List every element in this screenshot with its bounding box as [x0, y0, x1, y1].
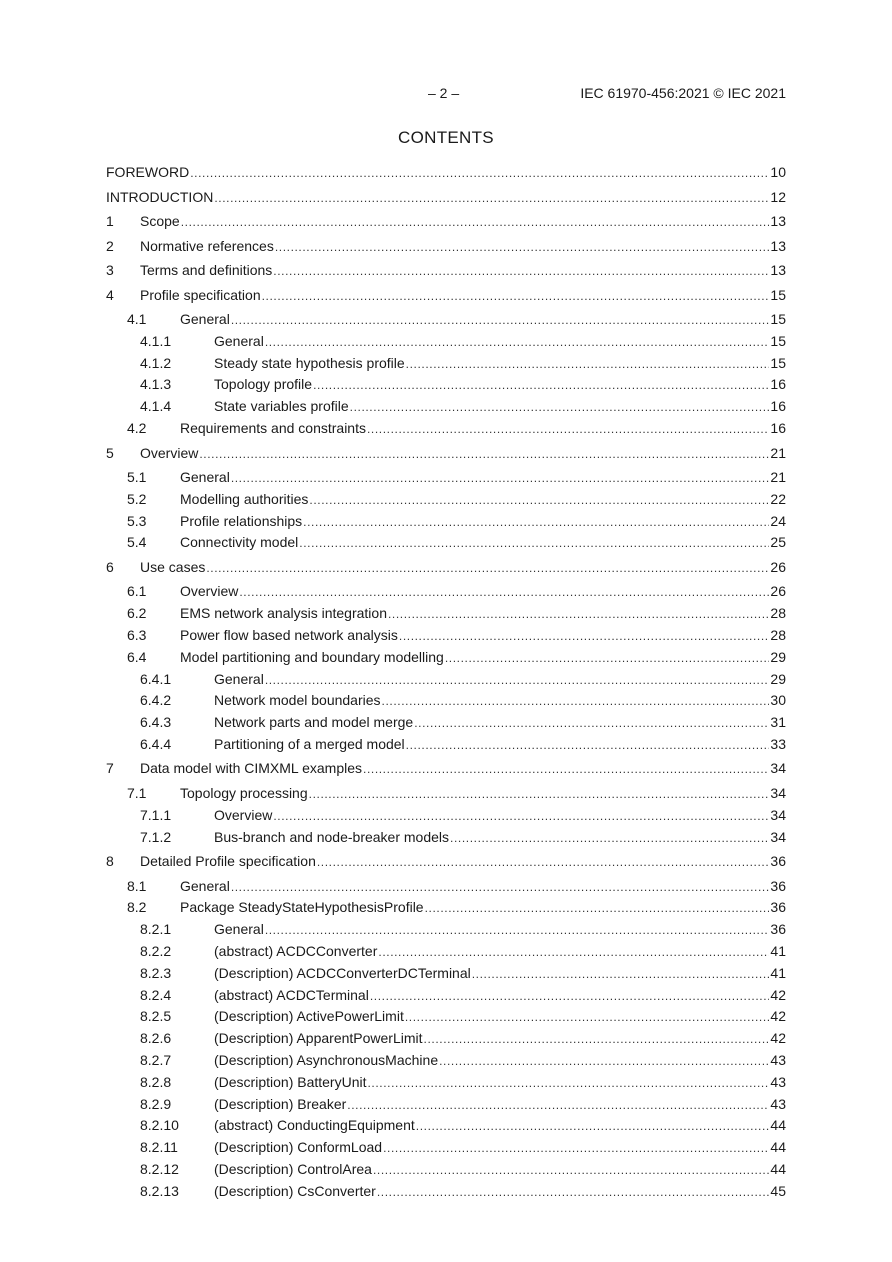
- toc-entry-number: 6.4: [127, 649, 147, 665]
- toc-entry-number: 4.2: [127, 420, 147, 436]
- toc-entry-page: 43: [770, 1096, 786, 1112]
- toc-entry-title: State variables profile: [214, 398, 349, 414]
- toc-entry-number: 8.2.1: [140, 921, 172, 937]
- toc-entry[interactable]: [0, 1182, 892, 1200]
- document-identifier: IEC 61970-456:2021 © IEC 2021: [580, 85, 786, 101]
- toc-entry-title: Requirements and constraints: [180, 420, 366, 436]
- toc-entry-number: 6.3: [127, 627, 147, 643]
- toc-entry[interactable]: [0, 212, 892, 230]
- toc-entry-number: 4.1.4: [140, 398, 172, 414]
- toc-entry[interactable]: [0, 1095, 892, 1113]
- toc-entry-number: 8.2.7: [140, 1052, 172, 1068]
- toc-entry-title: Overview: [140, 445, 199, 461]
- toc-entry-number: 8.2.4: [140, 987, 172, 1003]
- toc-entry[interactable]: [0, 852, 892, 870]
- toc-entry[interactable]: [0, 512, 892, 530]
- toc-entry-title: Overview: [214, 807, 273, 823]
- toc-entry-page: 41: [770, 965, 786, 981]
- toc-entry-page: 36: [770, 878, 786, 894]
- dot-leader: [382, 692, 770, 710]
- toc-entry-page: 36: [770, 853, 786, 869]
- toc-entry[interactable]: [0, 582, 892, 600]
- toc-entry[interactable]: [0, 964, 892, 982]
- toc-entry-title: Terms and definitions: [140, 262, 273, 278]
- toc-entry-title: (Description) BatteryUnit: [214, 1074, 367, 1090]
- toc-entry[interactable]: [0, 490, 892, 508]
- toc-entry-title: (abstract) ConductingEquipment: [214, 1117, 415, 1133]
- toc-entry-page: 16: [770, 398, 786, 414]
- toc-entry-title: Power flow based network analysis: [180, 627, 398, 643]
- toc-entry[interactable]: [0, 1073, 892, 1091]
- toc-entry[interactable]: [0, 332, 892, 350]
- page-number: – 2 –: [428, 85, 460, 101]
- toc-entry-title: Model partitioning and boundary modelling: [180, 649, 444, 665]
- dot-leader: [368, 1074, 770, 1092]
- toc-entry-page: 28: [770, 605, 786, 621]
- toc-entry-page: 42: [770, 1030, 786, 1046]
- toc-entry[interactable]: [0, 1029, 892, 1047]
- toc-entry-number: 5.3: [127, 513, 147, 529]
- dot-leader: [265, 671, 770, 689]
- toc-entry-number: 8.2.3: [140, 965, 172, 981]
- toc-entry-page: 34: [770, 807, 786, 823]
- toc-entry-page: 44: [770, 1161, 786, 1177]
- toc-entry-title: General: [214, 921, 264, 937]
- toc-entry[interactable]: [0, 920, 892, 938]
- toc-entry-number: 5: [106, 445, 114, 461]
- dot-leader: [214, 189, 769, 207]
- toc-entry-number: 2: [106, 238, 114, 254]
- toc-entry-page: 15: [770, 311, 786, 327]
- toc-entry-number: 4.1.3: [140, 376, 172, 392]
- toc-entry-number: 8.2.13: [140, 1183, 179, 1199]
- toc-entry-title: Overview: [180, 583, 239, 599]
- toc-entry-title: INTRODUCTION: [106, 189, 214, 205]
- dot-leader: [273, 262, 769, 280]
- toc-entry-page: 28: [770, 627, 786, 643]
- toc-entry-page: 21: [770, 469, 786, 485]
- toc-entry-title: Profile relationships: [180, 513, 303, 529]
- contents-heading: CONTENTS: [398, 128, 494, 147]
- dot-leader: [199, 445, 769, 463]
- toc-entry-title: Use cases: [140, 559, 206, 575]
- toc-entry-number: 8.2.9: [140, 1096, 172, 1112]
- toc-entry-page: 34: [770, 760, 786, 776]
- dot-leader: [206, 559, 769, 577]
- toc-entry[interactable]: [0, 828, 892, 846]
- toc-entry-title: Network parts and model merge: [214, 714, 414, 730]
- toc-entry-number: 7.1.2: [140, 829, 172, 845]
- toc-entry[interactable]: [0, 1007, 892, 1025]
- dot-leader: [231, 311, 770, 329]
- toc-entry[interactable]: [0, 558, 892, 576]
- dot-leader: [313, 376, 769, 394]
- toc-entry-number: 7.1: [127, 785, 147, 801]
- dot-leader: [414, 714, 769, 732]
- toc-entry-title: (Description) ApparentPowerLimit: [214, 1030, 423, 1046]
- toc-entry-number: 7.1.1: [140, 807, 172, 823]
- dot-leader: [190, 164, 769, 182]
- toc-entry[interactable]: [0, 237, 892, 255]
- toc-entry-page: 22: [770, 491, 786, 507]
- dot-leader: [439, 1052, 769, 1070]
- toc-entry-page: 26: [770, 559, 786, 575]
- toc-entry-title: General: [214, 333, 264, 349]
- toc-entry-page: 30: [770, 692, 786, 708]
- toc-entry-page: 43: [770, 1074, 786, 1090]
- toc-entry[interactable]: [0, 877, 892, 895]
- dot-leader: [416, 1117, 770, 1135]
- dot-leader: [309, 491, 769, 509]
- toc-entry-title: General: [180, 311, 230, 327]
- toc-entry-title: (Description) ActivePowerLimit: [214, 1008, 404, 1024]
- toc-entry-number: 4.1: [127, 311, 147, 327]
- toc-entry-number: 1: [106, 213, 114, 229]
- toc-entry-title: (abstract) ACDCTerminal: [214, 987, 369, 1003]
- dot-leader: [406, 736, 770, 754]
- toc-entry[interactable]: [0, 713, 892, 731]
- toc-entry[interactable]: [0, 397, 892, 415]
- dot-leader: [239, 583, 769, 601]
- toc-entry[interactable]: [0, 310, 892, 328]
- dot-leader: [265, 921, 770, 939]
- dot-leader: [363, 760, 769, 778]
- toc-entry[interactable]: [0, 354, 892, 372]
- toc-entry[interactable]: [0, 604, 892, 622]
- toc-entry-title: General: [180, 878, 230, 894]
- dot-leader: [265, 333, 770, 351]
- toc-entry-page: 16: [770, 376, 786, 392]
- toc-entry[interactable]: [0, 648, 892, 666]
- toc-entry-page: 21: [770, 445, 786, 461]
- toc-entry-number: 8.2.10: [140, 1117, 179, 1133]
- dot-leader: [378, 943, 769, 961]
- toc-entry-number: 7: [106, 760, 114, 776]
- toc-entry[interactable]: [0, 1160, 892, 1178]
- dot-leader: [399, 627, 770, 645]
- toc-entry-page: 15: [770, 355, 786, 371]
- toc-entry-number: 8.2.5: [140, 1008, 172, 1024]
- toc-entry-number: 8.2.6: [140, 1030, 172, 1046]
- toc-entry-title: Scope: [140, 213, 180, 229]
- toc-entry-number: 5.4: [127, 534, 147, 550]
- toc-entry-page: 10: [770, 164, 786, 180]
- dot-leader: [231, 469, 770, 487]
- toc-entry-page: 42: [770, 987, 786, 1003]
- dot-leader: [405, 1008, 770, 1026]
- dot-leader: [383, 1139, 769, 1157]
- dot-leader: [299, 534, 769, 552]
- toc-entry-page: 41: [770, 943, 786, 959]
- toc-entry[interactable]: [0, 691, 892, 709]
- dot-leader: [445, 649, 770, 667]
- toc-entry-title: Detailed Profile specification: [140, 853, 316, 869]
- toc-entry[interactable]: [0, 468, 892, 486]
- toc-entry-number: 6.4.1: [140, 671, 172, 687]
- toc-entry-title: Network model boundaries: [214, 692, 381, 708]
- toc-entry-title: (Description) AsynchronousMachine: [214, 1052, 439, 1068]
- dot-leader: [181, 213, 770, 231]
- toc-entry[interactable]: [0, 163, 892, 181]
- toc-entry-number: 3: [106, 262, 114, 278]
- toc-entry[interactable]: [0, 898, 892, 916]
- toc-entry-title: Profile specification: [140, 287, 261, 303]
- toc-entry-page: 24: [770, 513, 786, 529]
- toc-entry-page: 16: [770, 420, 786, 436]
- toc-entry-title: Data model with CIMXML examples: [140, 760, 363, 776]
- toc-entry-page: 45: [770, 1183, 786, 1199]
- toc-entry[interactable]: [0, 986, 892, 1004]
- toc-entry-number: 4: [106, 287, 114, 303]
- dot-leader: [377, 1183, 770, 1201]
- toc-entry-page: 44: [770, 1117, 786, 1133]
- toc-entry-page: 34: [770, 785, 786, 801]
- toc-entry[interactable]: [0, 375, 892, 393]
- dot-leader: [275, 238, 770, 256]
- toc-entry-number: 8.2.8: [140, 1074, 172, 1090]
- toc-entry-title: Partitioning of a merged model: [214, 736, 405, 752]
- toc-entry[interactable]: [0, 806, 892, 824]
- toc-entry-number: 6.1: [127, 583, 147, 599]
- toc-entry-page: 25: [770, 534, 786, 550]
- toc-entry-page: 31: [770, 714, 786, 730]
- toc-entry-number: 8.1: [127, 878, 147, 894]
- toc-entry-page: 26: [770, 583, 786, 599]
- toc-entry-number: 5.1: [127, 469, 147, 485]
- toc-entry-page: 34: [770, 829, 786, 845]
- toc-entry[interactable]: [0, 1116, 892, 1134]
- toc-entry-title: (abstract) ACDCConverter: [214, 943, 378, 959]
- toc-entry[interactable]: [0, 670, 892, 688]
- dot-leader: [309, 785, 770, 803]
- toc-entry-page: 29: [770, 649, 786, 665]
- toc-entry[interactable]: [0, 1051, 892, 1069]
- toc-entry-title: Package SteadyStateHypothesisProfile: [180, 899, 424, 915]
- toc-entry-title: Topology processing: [180, 785, 308, 801]
- dot-leader: [424, 1030, 770, 1048]
- toc-entry-number: 8.2.11: [140, 1139, 178, 1155]
- toc-entry-page: 12: [770, 189, 786, 205]
- dot-leader: [406, 355, 770, 373]
- toc-entry[interactable]: [0, 759, 892, 777]
- dot-leader: [303, 513, 769, 531]
- toc-entry-title: FOREWORD: [106, 164, 190, 180]
- toc-entry-title: (Description) ControlArea: [214, 1161, 372, 1177]
- toc-entry-number: 4.1.1: [140, 333, 172, 349]
- toc-entry-number: 5.2: [127, 491, 147, 507]
- toc-entry-number: 6.2: [127, 605, 147, 621]
- toc-entry-number: 8.2: [127, 899, 147, 915]
- toc-entry-title: Steady state hypothesis profile: [214, 355, 405, 371]
- toc-entry-number: 8: [106, 853, 114, 869]
- toc-entry-number: 6.4.3: [140, 714, 172, 730]
- toc-entry[interactable]: [0, 626, 892, 644]
- toc-entry[interactable]: [0, 419, 892, 437]
- toc-entry-number: 6.4.4: [140, 736, 172, 752]
- toc-entry-page: 13: [770, 213, 786, 229]
- toc-entry[interactable]: [0, 1138, 892, 1156]
- dot-leader: [273, 807, 769, 825]
- toc-entry-title: Bus-branch and node-breaker models: [214, 829, 450, 845]
- toc-entry-page: 36: [770, 899, 786, 915]
- toc-entry-page: 15: [770, 333, 786, 349]
- toc-entry-title: Topology profile: [214, 376, 313, 392]
- toc-entry-number: 4.1.2: [140, 355, 172, 371]
- toc-entry-number: 6.4.2: [140, 692, 172, 708]
- dot-leader: [373, 1161, 769, 1179]
- toc-entry-page: 29: [770, 671, 786, 687]
- toc-entry[interactable]: [0, 188, 892, 206]
- toc-entry-page: 44: [770, 1139, 786, 1155]
- dot-leader: [472, 965, 770, 983]
- dot-leader: [231, 878, 770, 896]
- toc-entry-page: 36: [770, 921, 786, 937]
- toc-entry-title: EMS network analysis integration: [180, 605, 387, 621]
- toc-entry[interactable]: [0, 533, 892, 551]
- toc-entry[interactable]: [0, 942, 892, 960]
- dot-leader: [262, 287, 770, 305]
- toc-entry[interactable]: [0, 261, 892, 279]
- toc-entry-title: General: [214, 671, 264, 687]
- dot-leader: [350, 398, 770, 416]
- toc-entry[interactable]: [0, 286, 892, 304]
- toc-entry[interactable]: [0, 735, 892, 753]
- toc-entry-page: 33: [770, 736, 786, 752]
- toc-entry-page: 42: [770, 1008, 786, 1024]
- toc-entry-title: (Description) ACDCConverterDCTerminal: [214, 965, 471, 981]
- dot-leader: [317, 853, 770, 871]
- dot-leader: [367, 420, 769, 438]
- toc-entry-number: 8.2.2: [140, 943, 172, 959]
- toc-entry-title: Modelling authorities: [180, 491, 309, 507]
- dot-leader: [425, 899, 770, 917]
- toc-entry-title: (Description) Breaker: [214, 1096, 347, 1112]
- toc-entry[interactable]: [0, 784, 892, 802]
- dot-leader: [347, 1096, 769, 1114]
- toc-entry-title: General: [180, 469, 230, 485]
- toc-entry-page: 43: [770, 1052, 786, 1068]
- toc-entry-title: Normative references: [140, 238, 274, 254]
- dot-leader: [370, 987, 770, 1005]
- toc-entry-number: 6: [106, 559, 114, 575]
- toc-entry-title: Connectivity model: [180, 534, 299, 550]
- toc-entry-page: 13: [770, 238, 786, 254]
- dot-leader: [450, 829, 769, 847]
- toc-entry-page: 15: [770, 287, 786, 303]
- toc-entry-number: 8.2.12: [140, 1161, 179, 1177]
- toc-entry-title: (Description) CsConverter: [214, 1183, 376, 1199]
- toc-entry-page: 13: [770, 262, 786, 278]
- dot-leader: [388, 605, 769, 623]
- toc-entry[interactable]: [0, 444, 892, 462]
- toc-entry-title: (Description) ConformLoad: [214, 1139, 383, 1155]
